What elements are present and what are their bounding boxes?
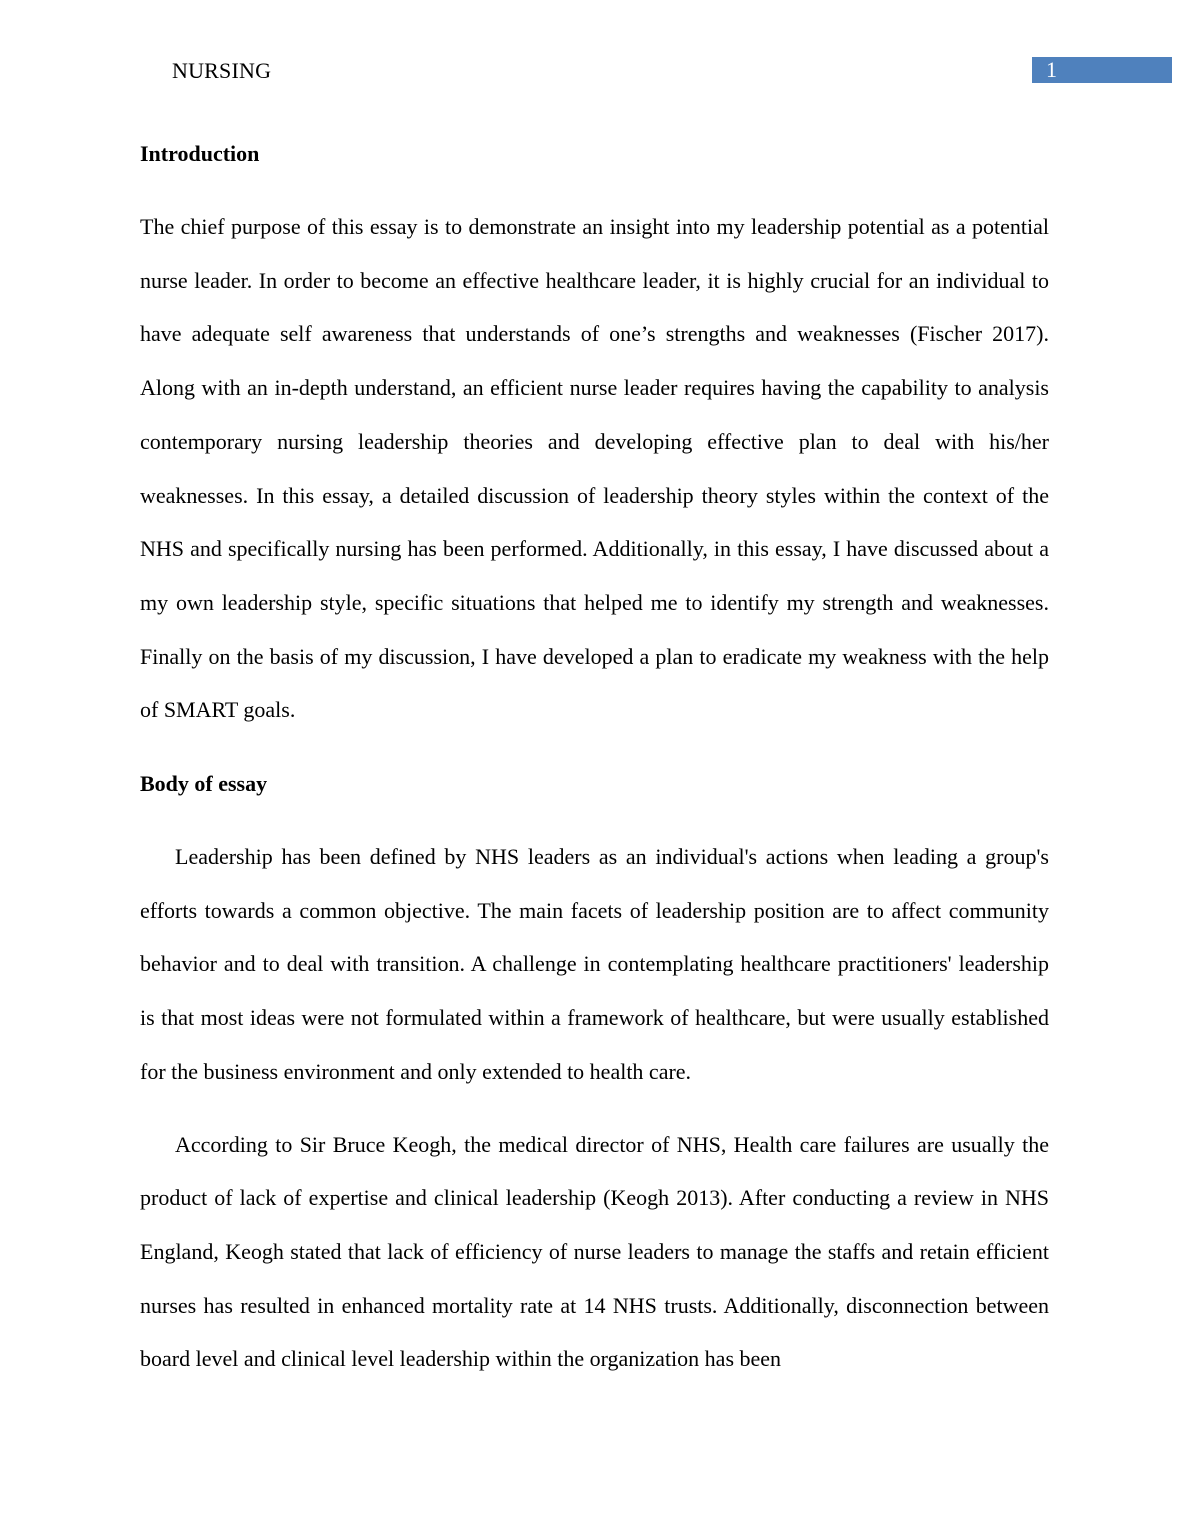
document-body: [140, 127, 1049, 1386]
body-paragraph-2: According to Sir Bruce Keogh, the medical director of NHS, Health care failures are usually the product of lack of expertise and clinical leadership (Keogh 2013). After conducting a review in NHS England, Keogh stated that lack of efficiency of nurse leaders to manage the staffs and retain efficient nurses has resulted in enhanced mortality rate at 14 NHS trusts. Additionally, disconnection between board level and clinical level leadership within the organization has been: [140, 1131, 1049, 1372]
introduction-heading: Introduction: [140, 141, 260, 166]
page-number-box: [1032, 57, 1172, 83]
body-heading: Body of essay: [140, 771, 268, 797]
page-number: 1: [1046, 57, 1057, 82]
running-head: NURSING: [172, 58, 272, 83]
body-paragraph-1: Leadership has been defined by NHS leaders as an individual's actions when leading a group's efforts towards a common objective. The main facets of leadership position are to affect community behavior and to deal with transition. A challenge in contemplating healthcare practitioners' leadership is that most ideas were not formulated within a framework of healthcare, but were usually established for the business environment and only extended to health care.: [140, 844, 1049, 1084]
introduction-paragraph: The chief purpose of this essay is to demonstrate an insight into my leadership potential as a potential nurse leader. In order to become an effective healthcare leader, it is highly crucial for an individual to have adequate self awareness that understands of one’s strengths and weaknesses (Fischer 2017). Along with an in-depth understand, an efficient nurse leader requires having the capability to analysis contemporary nursing leadership theories and developing effective plan to deal with his/her weaknesses. In this essay, a detailed discussion of leadership theory styles within the context of the NHS and specifically nursing has been performed. Additionally, in this essay, I have discussed about a my own leadership style, specific situations that helped me to identify my strength and weaknesses. Finally on the basis of my discussion, I have developed a plan to eradicate my weakness with the help of SMART goals.: [140, 214, 1049, 723]
